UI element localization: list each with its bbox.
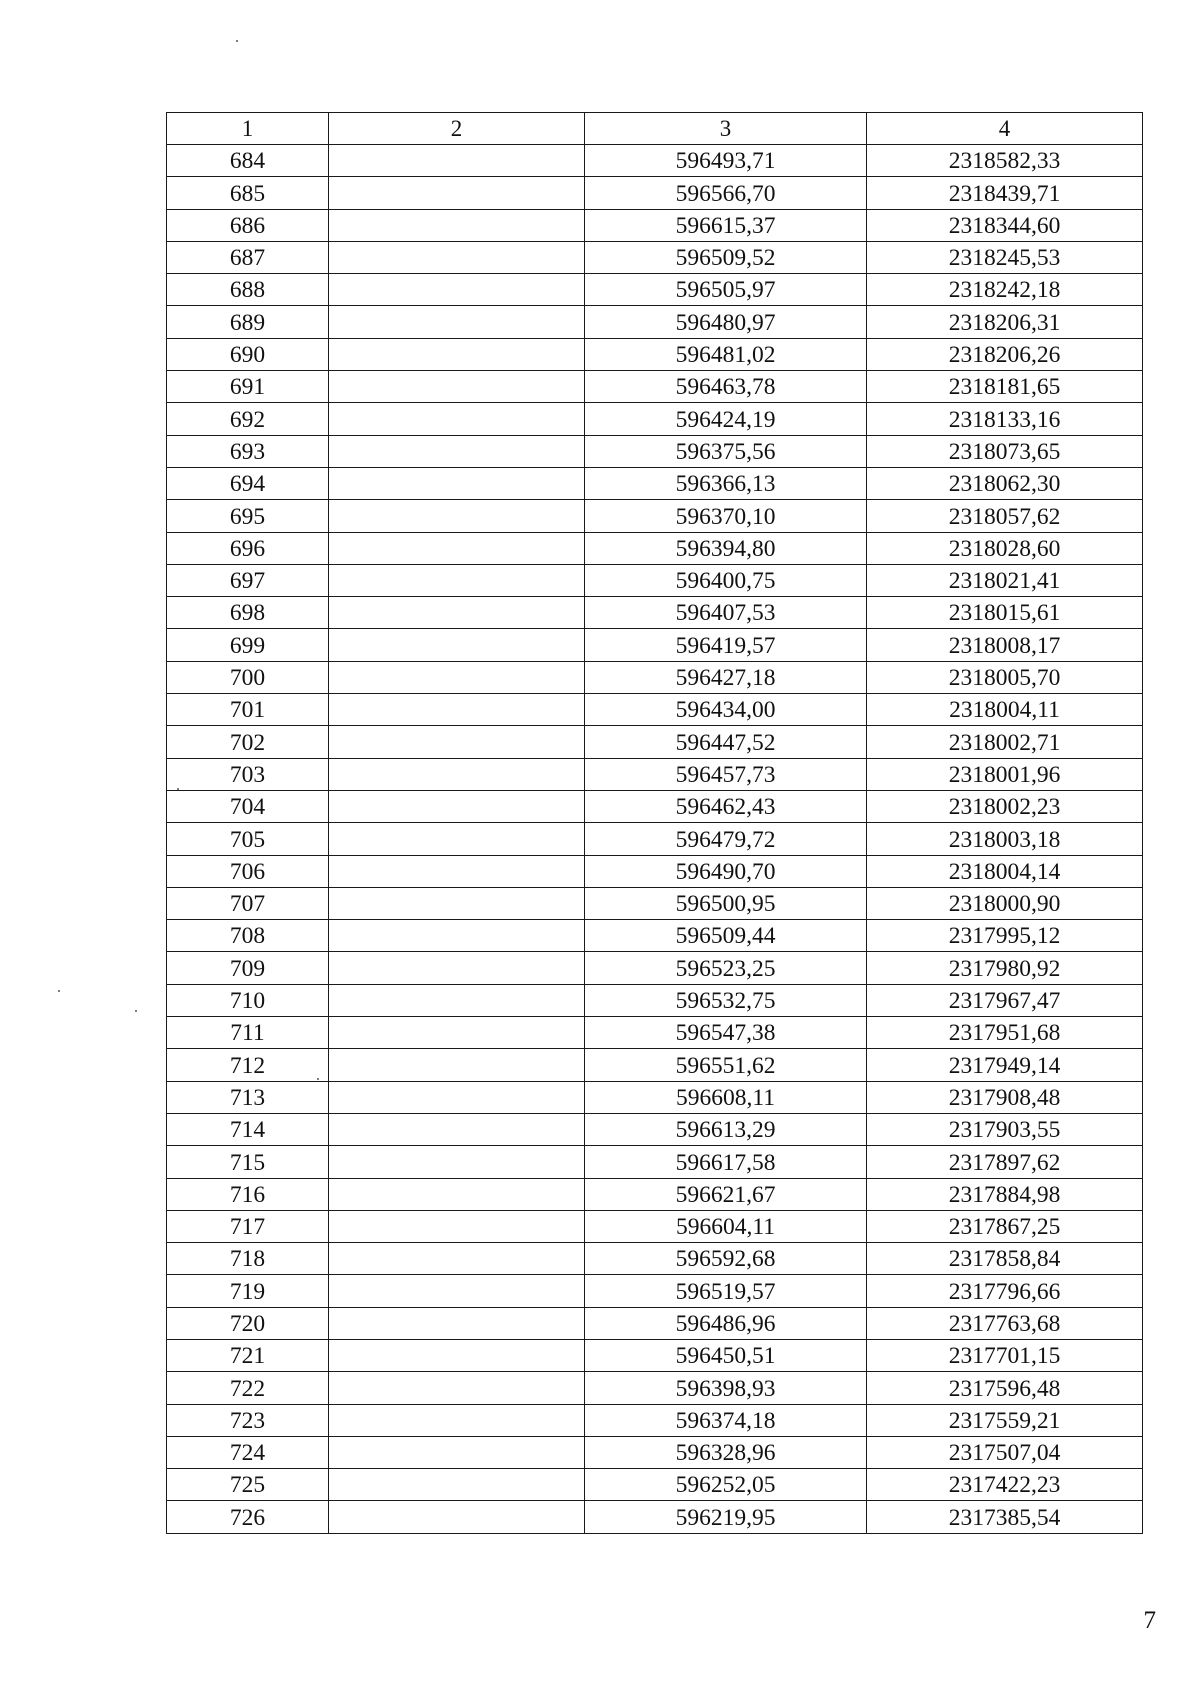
column-2-cell	[329, 1307, 585, 1339]
coordinate-x-cell: 596252,05	[585, 1469, 867, 1501]
column-2-cell	[329, 823, 585, 855]
coordinate-y-cell: 2317763,68	[867, 1307, 1143, 1339]
point-number-cell: 688	[167, 274, 329, 306]
table-row	[167, 338, 1143, 370]
point-number-cell: 699	[167, 629, 329, 661]
table-row	[167, 1307, 1143, 1339]
coordinate-y-cell: 2317995,12	[867, 920, 1143, 952]
point-number-cell: 698	[167, 597, 329, 629]
column-header: 2	[329, 113, 585, 145]
scan-speck	[135, 1010, 137, 1012]
coordinate-y-cell: 2318057,62	[867, 500, 1143, 532]
coordinate-x-cell: 596523,25	[585, 952, 867, 984]
point-number-cell: 692	[167, 403, 329, 435]
coordinate-y-cell: 2317796,66	[867, 1275, 1143, 1307]
coordinate-x-cell: 596366,13	[585, 467, 867, 499]
column-header: 4	[867, 113, 1143, 145]
coordinate-x-cell: 596463,78	[585, 371, 867, 403]
table-row	[167, 1210, 1143, 1242]
coordinate-y-cell: 2318005,70	[867, 661, 1143, 693]
coordinate-x-cell: 596551,62	[585, 1049, 867, 1081]
coordinate-y-cell: 2317701,15	[867, 1339, 1143, 1371]
coordinate-x-cell: 596505,97	[585, 274, 867, 306]
coordinate-x-cell: 596480,97	[585, 306, 867, 338]
coordinate-y-cell: 2317507,04	[867, 1436, 1143, 1468]
coordinate-x-cell: 596394,80	[585, 532, 867, 564]
point-number-cell: 714	[167, 1113, 329, 1145]
table-row	[167, 887, 1143, 919]
coordinate-x-cell: 596462,43	[585, 790, 867, 822]
coordinate-x-cell: 596375,56	[585, 435, 867, 467]
column-header: 1	[167, 113, 329, 145]
column-2-cell	[329, 1339, 585, 1371]
coordinate-x-cell: 596493,71	[585, 145, 867, 177]
coordinate-x-cell: 596613,29	[585, 1113, 867, 1145]
coordinate-x-cell: 596481,02	[585, 338, 867, 370]
table-row	[167, 984, 1143, 1016]
table-row	[167, 371, 1143, 403]
coordinate-y-cell: 2318028,60	[867, 532, 1143, 564]
coordinate-x-cell: 596566,70	[585, 177, 867, 209]
coordinate-y-cell: 2317422,23	[867, 1469, 1143, 1501]
scan-speck	[58, 990, 60, 992]
coordinate-y-cell: 2317980,92	[867, 952, 1143, 984]
table-row	[167, 564, 1143, 596]
coordinate-y-cell: 2317858,84	[867, 1243, 1143, 1275]
table-row	[167, 1436, 1143, 1468]
column-2-cell	[329, 1404, 585, 1436]
column-2-cell	[329, 887, 585, 919]
column-2-cell	[329, 661, 585, 693]
table-row	[167, 823, 1143, 855]
table-row	[167, 758, 1143, 790]
point-number-cell: 712	[167, 1049, 329, 1081]
table-row	[167, 241, 1143, 273]
coordinate-y-cell: 2317908,48	[867, 1081, 1143, 1113]
page-number: 7	[1143, 1607, 1156, 1634]
coordinate-y-cell: 2318004,14	[867, 855, 1143, 887]
coordinate-y-cell: 2318001,96	[867, 758, 1143, 790]
point-number-cell: 685	[167, 177, 329, 209]
column-2-cell	[329, 1372, 585, 1404]
coordinate-x-cell: 596490,70	[585, 855, 867, 887]
column-2-cell	[329, 694, 585, 726]
coordinate-x-cell: 596621,67	[585, 1178, 867, 1210]
point-number-cell: 726	[167, 1501, 329, 1533]
coordinate-y-cell: 2318062,30	[867, 467, 1143, 499]
point-number-cell: 719	[167, 1275, 329, 1307]
coordinate-x-cell: 596374,18	[585, 1404, 867, 1436]
point-number-cell: 686	[167, 209, 329, 241]
point-number-cell: 704	[167, 790, 329, 822]
point-number-cell: 697	[167, 564, 329, 596]
coordinate-x-cell: 596604,11	[585, 1210, 867, 1242]
column-2-cell	[329, 403, 585, 435]
coordinate-x-cell: 596547,38	[585, 1017, 867, 1049]
coordinate-y-cell: 2318133,16	[867, 403, 1143, 435]
coordinate-x-cell: 596457,73	[585, 758, 867, 790]
point-number-cell: 703	[167, 758, 329, 790]
point-number-cell: 687	[167, 241, 329, 273]
table-row	[167, 1113, 1143, 1145]
point-number-cell: 684	[167, 145, 329, 177]
point-number-cell: 720	[167, 1307, 329, 1339]
column-2-cell	[329, 758, 585, 790]
point-number-cell: 723	[167, 1404, 329, 1436]
column-2-cell	[329, 629, 585, 661]
column-2-cell	[329, 467, 585, 499]
coordinate-y-cell: 2317559,21	[867, 1404, 1143, 1436]
point-number-cell: 709	[167, 952, 329, 984]
table-row	[167, 952, 1143, 984]
point-number-cell: 708	[167, 920, 329, 952]
column-2-cell	[329, 1275, 585, 1307]
point-number-cell: 702	[167, 726, 329, 758]
column-2-cell	[329, 597, 585, 629]
table-row	[167, 1501, 1143, 1533]
column-2-cell	[329, 371, 585, 403]
coordinate-y-cell: 2318003,18	[867, 823, 1143, 855]
table-header-row	[167, 113, 1143, 145]
coordinate-y-cell: 2317951,68	[867, 1017, 1143, 1049]
coordinate-y-cell: 2317897,62	[867, 1146, 1143, 1178]
table-row	[167, 1372, 1143, 1404]
table-row	[167, 274, 1143, 306]
table-row	[167, 694, 1143, 726]
table-row	[167, 1469, 1143, 1501]
table-row	[167, 435, 1143, 467]
point-number-cell: 691	[167, 371, 329, 403]
column-2-cell	[329, 1017, 585, 1049]
scan-speck	[236, 40, 238, 42]
coordinate-y-cell: 2318181,65	[867, 371, 1143, 403]
table-row	[167, 1049, 1143, 1081]
point-number-cell: 706	[167, 855, 329, 887]
scan-speck	[177, 788, 179, 790]
table-row	[167, 790, 1143, 822]
point-number-cell: 694	[167, 467, 329, 499]
point-number-cell: 710	[167, 984, 329, 1016]
point-number-cell: 695	[167, 500, 329, 532]
column-2-cell	[329, 855, 585, 887]
table-row	[167, 1017, 1143, 1049]
table-row	[167, 145, 1143, 177]
table-row	[167, 1243, 1143, 1275]
coordinate-x-cell: 596486,96	[585, 1307, 867, 1339]
table-row	[167, 726, 1143, 758]
table-row	[167, 177, 1143, 209]
coordinate-x-cell: 596617,58	[585, 1146, 867, 1178]
coordinate-y-cell: 2318008,17	[867, 629, 1143, 661]
coordinate-x-cell: 596509,44	[585, 920, 867, 952]
coordinate-x-cell: 596447,52	[585, 726, 867, 758]
coordinate-x-cell: 596509,52	[585, 241, 867, 273]
coordinate-x-cell: 596532,75	[585, 984, 867, 1016]
coordinates-table	[166, 112, 1143, 1534]
coordinate-y-cell: 2318000,90	[867, 887, 1143, 919]
table-row	[167, 403, 1143, 435]
point-number-cell: 725	[167, 1469, 329, 1501]
coordinate-y-cell: 2317967,47	[867, 984, 1143, 1016]
column-2-cell	[329, 532, 585, 564]
coordinate-y-cell: 2318206,31	[867, 306, 1143, 338]
column-2-cell	[329, 1113, 585, 1145]
coordinate-x-cell: 596434,00	[585, 694, 867, 726]
column-2-cell	[329, 984, 585, 1016]
scan-speck	[317, 1078, 319, 1080]
coordinate-x-cell: 596400,75	[585, 564, 867, 596]
point-number-cell: 724	[167, 1436, 329, 1468]
coordinate-y-cell: 2318004,11	[867, 694, 1143, 726]
point-number-cell: 696	[167, 532, 329, 564]
table-row	[167, 500, 1143, 532]
table-row	[167, 306, 1143, 338]
point-number-cell: 717	[167, 1210, 329, 1242]
column-2-cell	[329, 1049, 585, 1081]
table-row	[167, 661, 1143, 693]
coordinate-y-cell: 2318439,71	[867, 177, 1143, 209]
coordinate-x-cell: 596592,68	[585, 1243, 867, 1275]
coordinate-y-cell: 2318245,53	[867, 241, 1143, 273]
table-row	[167, 532, 1143, 564]
point-number-cell: 689	[167, 306, 329, 338]
point-number-cell: 690	[167, 338, 329, 370]
table-row	[167, 1339, 1143, 1371]
point-number-cell: 718	[167, 1243, 329, 1275]
column-2-cell	[329, 1469, 585, 1501]
table-body	[167, 145, 1143, 1534]
coordinate-y-cell: 2317385,54	[867, 1501, 1143, 1533]
column-2-cell	[329, 306, 585, 338]
coordinate-x-cell: 596427,18	[585, 661, 867, 693]
column-2-cell	[329, 177, 585, 209]
point-number-cell: 721	[167, 1339, 329, 1371]
column-2-cell	[329, 1501, 585, 1533]
table-row	[167, 209, 1143, 241]
column-2-cell	[329, 726, 585, 758]
table-row	[167, 1404, 1143, 1436]
column-2-cell	[329, 1146, 585, 1178]
coordinate-x-cell: 596370,10	[585, 500, 867, 532]
coordinate-x-cell: 596519,57	[585, 1275, 867, 1307]
coordinate-y-cell: 2318344,60	[867, 209, 1143, 241]
column-2-cell	[329, 241, 585, 273]
coordinate-y-cell: 2318242,18	[867, 274, 1143, 306]
table-row	[167, 629, 1143, 661]
column-header: 3	[585, 113, 867, 145]
point-number-cell: 693	[167, 435, 329, 467]
column-2-cell	[329, 1210, 585, 1242]
coordinate-x-cell: 596407,53	[585, 597, 867, 629]
coordinate-y-cell: 2317903,55	[867, 1113, 1143, 1145]
coordinate-y-cell: 2318582,33	[867, 145, 1143, 177]
coordinate-y-cell: 2317867,25	[867, 1210, 1143, 1242]
table-row	[167, 1275, 1143, 1307]
coordinate-x-cell: 596615,37	[585, 209, 867, 241]
column-2-cell	[329, 435, 585, 467]
column-2-cell	[329, 500, 585, 532]
coordinate-y-cell: 2318002,71	[867, 726, 1143, 758]
table-row	[167, 1146, 1143, 1178]
column-2-cell	[329, 1243, 585, 1275]
table-row	[167, 1081, 1143, 1113]
column-2-cell	[329, 274, 585, 306]
coordinate-y-cell: 2318015,61	[867, 597, 1143, 629]
table-row	[167, 597, 1143, 629]
coordinate-x-cell: 596398,93	[585, 1372, 867, 1404]
point-number-cell: 715	[167, 1146, 329, 1178]
coordinate-y-cell: 2318073,65	[867, 435, 1143, 467]
column-2-cell	[329, 145, 585, 177]
coordinate-x-cell: 596479,72	[585, 823, 867, 855]
coordinate-x-cell: 596328,96	[585, 1436, 867, 1468]
table-row	[167, 1178, 1143, 1210]
coordinate-y-cell: 2318002,23	[867, 790, 1143, 822]
coordinate-y-cell: 2317949,14	[867, 1049, 1143, 1081]
coordinate-y-cell: 2317884,98	[867, 1178, 1143, 1210]
point-number-cell: 711	[167, 1017, 329, 1049]
point-number-cell: 707	[167, 887, 329, 919]
coordinate-x-cell: 596419,57	[585, 629, 867, 661]
point-number-cell: 701	[167, 694, 329, 726]
point-number-cell: 713	[167, 1081, 329, 1113]
column-2-cell	[329, 790, 585, 822]
point-number-cell: 700	[167, 661, 329, 693]
coordinate-x-cell: 596219,95	[585, 1501, 867, 1533]
point-number-cell: 722	[167, 1372, 329, 1404]
table-row	[167, 855, 1143, 887]
table-row	[167, 467, 1143, 499]
column-2-cell	[329, 1178, 585, 1210]
column-2-cell	[329, 564, 585, 596]
coordinate-x-cell: 596500,95	[585, 887, 867, 919]
coordinate-y-cell: 2318021,41	[867, 564, 1143, 596]
coordinate-x-cell: 596424,19	[585, 403, 867, 435]
coordinate-x-cell: 596608,11	[585, 1081, 867, 1113]
coordinate-y-cell: 2317596,48	[867, 1372, 1143, 1404]
column-2-cell	[329, 1081, 585, 1113]
coordinate-x-cell: 596450,51	[585, 1339, 867, 1371]
column-2-cell	[329, 338, 585, 370]
column-2-cell	[329, 920, 585, 952]
point-number-cell: 716	[167, 1178, 329, 1210]
column-2-cell	[329, 209, 585, 241]
column-2-cell	[329, 1436, 585, 1468]
point-number-cell: 705	[167, 823, 329, 855]
table-row	[167, 920, 1143, 952]
column-2-cell	[329, 952, 585, 984]
coordinate-y-cell: 2318206,26	[867, 338, 1143, 370]
